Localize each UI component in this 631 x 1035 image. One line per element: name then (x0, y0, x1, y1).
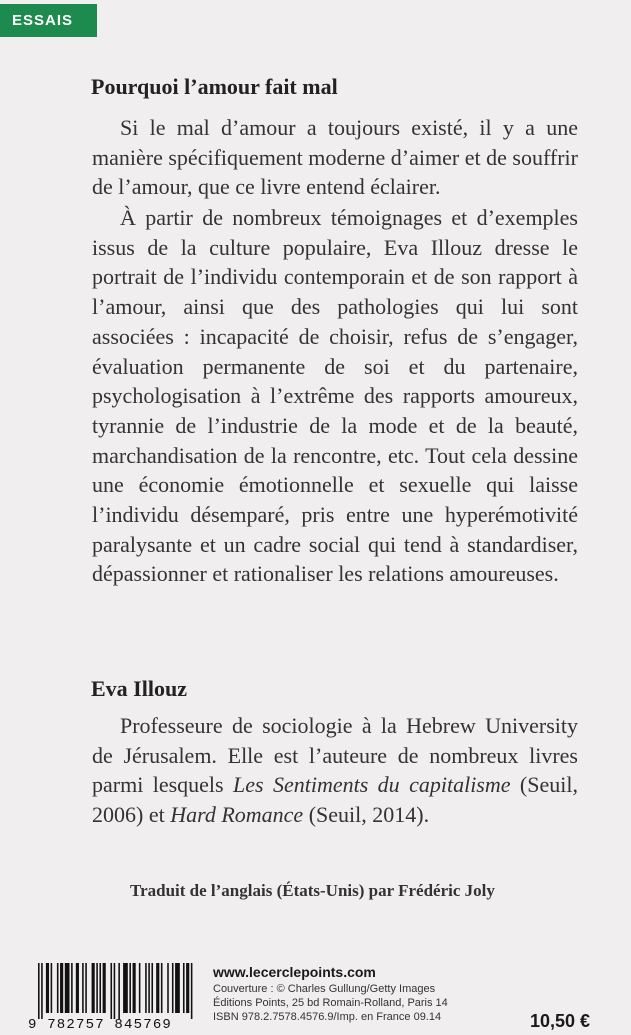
author-bio-text-1: Professeure de sociologie à la Hebrew University de Jérusalem. Elle est l’auteure de nombreux livres parmi lesquels (92, 713, 578, 798)
barcode-bar (92, 963, 95, 1013)
barcode-bar (123, 963, 128, 1013)
barcode-bar (110, 963, 112, 1019)
barcode-bar (114, 963, 116, 1019)
barcode-bar (129, 963, 131, 1013)
barcode-bar (175, 963, 180, 1013)
series-tag: ESSAIS (0, 4, 97, 37)
barcode-bar (71, 963, 73, 1013)
book-title: Pourquoi l’amour fait mal (91, 74, 338, 99)
barcode-bar (41, 963, 43, 1019)
publisher-address: Éditions Points, 25 bd Romain-Rolland, Paris 14 (213, 997, 448, 1009)
barcode-bar (99, 963, 101, 1013)
barcode-bar (133, 963, 136, 1013)
isbn-line: ISBN 978.2.7578.4576.9/Imp. en France 09.14 (213, 1011, 442, 1023)
cover-credit: Couverture : © Charles Gullung/Getty Images (213, 983, 436, 995)
barcode-bar (65, 963, 70, 1013)
barcode-bar (51, 963, 53, 1013)
barcode-bar (96, 963, 98, 1013)
barcode-bar (191, 963, 193, 1019)
barcode-bar (186, 963, 189, 1013)
barcode-bar (60, 963, 63, 1013)
barcode-bar (145, 963, 147, 1013)
barcode-bar (38, 963, 40, 1019)
barcode-bar (57, 963, 59, 1013)
author-bio-text-3: (Seuil, 2014). (303, 802, 430, 828)
author-name: Eva Illouz (91, 676, 187, 701)
author-bio-book-1: Les Sentiments du capitalisme (233, 772, 511, 798)
barcode-bar (46, 963, 49, 1013)
summary-paragraph-1: Si le mal d’amour a toujours existé, il y a une manière spécifiquement moderne d’aimer et de souffrir de l’amour, que ce livre entend éclairer. (92, 115, 578, 200)
barcode-bar (118, 963, 120, 1019)
price: 10,50 € (530, 1011, 591, 1031)
barcode-bar (156, 963, 159, 1013)
barcode (28, 963, 200, 1035)
author-bio (92, 711, 578, 830)
author-bio-book-2: Hard Romance (170, 802, 304, 828)
barcode-bar (183, 963, 185, 1013)
barcode-bar (151, 963, 153, 1013)
barcode-bars (38, 963, 194, 1019)
publisher-website: www.lecerclepoints.com (213, 964, 376, 980)
barcode-bar (148, 963, 150, 1013)
barcode-bar (161, 963, 163, 1013)
barcode-bar (172, 963, 174, 1013)
barcode-bar (82, 963, 84, 1013)
barcode-number: 9 782757 845769 (28, 1017, 173, 1033)
barcode-bar (167, 963, 169, 1013)
barcode-bar (139, 963, 141, 1013)
translator-credit: Traduit de l’anglais (États-Unis) par Frédéric Joly (130, 881, 495, 900)
summary-paragraph-2: À partir de nombreux témoignages et d’exemples issus de la culture populaire, Eva Illouz dresse le portrait de l’individu contemporain et de son rapport à l’amour, ainsi que des pathologies qui lui sont associées : incapacité de choisir, refus de s’engager, évaluation permanente de soi et du partenaire, psychologisation à l’extrême des rapports amoureux, tyrannie de l’industrie de la mode et de la beauté, marchandisation de la rencontre, etc. Tout cela dessine une économie émotionnelle et sexuelle qui laisse l’individu désemparé, pris entre une hyperémotivité paralysante et un cadre social qui tend à standardiser, dépassionner et rationaliser les relations amoureuses. (92, 205, 578, 587)
barcode-bar (85, 963, 87, 1013)
barcode-bar (76, 963, 79, 1013)
author-bio-text-2: (Seuil, 2006) et (92, 772, 578, 828)
barcode-bar (103, 963, 106, 1013)
